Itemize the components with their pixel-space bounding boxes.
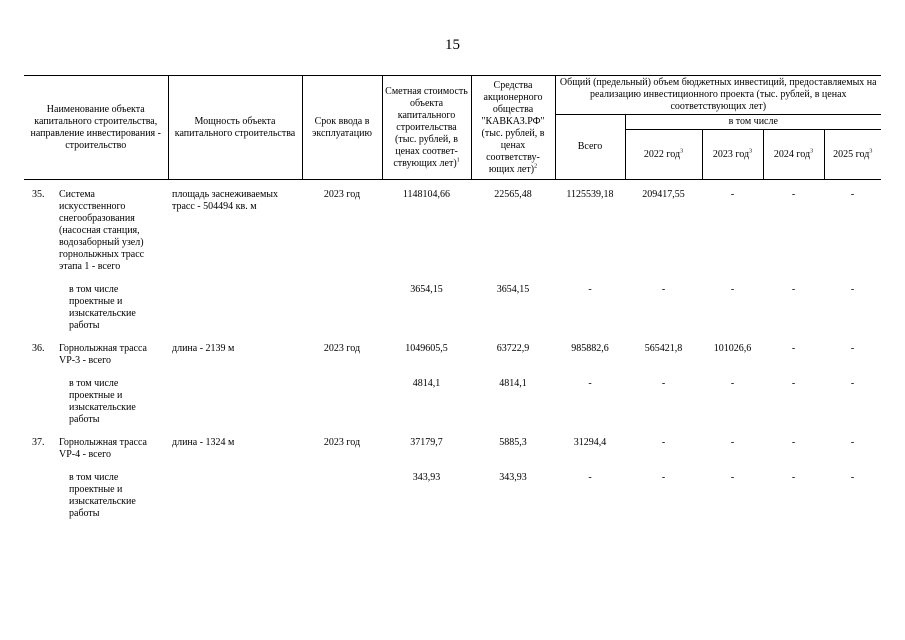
- row-funds: 5885,3: [499, 437, 527, 448]
- header-year-2025: 2025 год$^3$: [824, 130, 881, 180]
- subrow-2023: -: [730, 472, 735, 483]
- subrow-2024: -: [791, 472, 796, 483]
- header-year-2022: 2022 год$^3$: [625, 130, 702, 180]
- row-total: 31294,4: [573, 437, 607, 448]
- row-term: 2023 год: [323, 343, 361, 354]
- subrow-2024: -: [791, 284, 796, 295]
- table-row: [24, 343, 881, 367]
- page-number: 15: [445, 37, 460, 53]
- row-total: 1125539,18: [566, 189, 614, 200]
- subrow-cost: 4814,1: [412, 378, 441, 389]
- subrow-2022: -: [661, 378, 666, 389]
- subrow-2024: -: [791, 378, 796, 389]
- table-subrow: [24, 378, 881, 426]
- subrow-funds: 3654,15: [496, 284, 530, 295]
- header-company-funds: Средства акционерного общества "КАВКАЗ.РФ" (тыс. рублей, в ценах соответству-ющих лет)$^2$: [471, 76, 555, 180]
- row-2024: -: [791, 437, 796, 448]
- investment-table: [24, 75, 881, 520]
- subrow-2025: -: [850, 284, 855, 295]
- subrow-name: в том числе проектные и изыскательские работы: [69, 472, 136, 519]
- subrow-2025: -: [850, 472, 855, 483]
- row-object-name: Горнолыжная трасса VP-4 - всего: [59, 437, 147, 460]
- row-2024: -: [791, 343, 796, 354]
- subrow-total: -: [588, 284, 592, 295]
- header-estimated-cost: Сметная стоимость объекта капитального строительства (тыс. рублей, в ценах соответ-ствующих лет)$^1$: [382, 76, 471, 180]
- row-cost: 37179,7: [410, 437, 443, 448]
- row-2022: 209417,55: [642, 189, 685, 200]
- subrow-funds: 4814,1: [499, 378, 527, 389]
- row-number: 36.: [32, 343, 45, 354]
- subrow-2022: -: [661, 284, 666, 295]
- row-2023: 101026,6: [713, 343, 752, 354]
- row-2025: -: [850, 437, 855, 448]
- table-row: [24, 437, 881, 461]
- table-subrow: [24, 284, 881, 332]
- row-2025: -: [850, 343, 855, 354]
- row-2025: -: [850, 189, 855, 200]
- row-term: 2023 год: [323, 437, 361, 448]
- header-capacity: Мощность объекта капитального строительства: [168, 76, 302, 180]
- subrow-funds: 343,93: [499, 472, 527, 483]
- row-funds: 22565,48: [494, 189, 532, 200]
- header-object-name: Наименование объекта капитального строительства, направление инвестирования - строительство: [24, 76, 168, 180]
- row-capacity: длина - 2139 м: [172, 343, 235, 354]
- row-term: 2023 год: [323, 189, 361, 200]
- row-2024: -: [791, 189, 796, 200]
- subrow-total: -: [588, 472, 592, 483]
- row-2022: 565421,8: [644, 343, 683, 354]
- subrow-2023: -: [730, 378, 735, 389]
- row-object-name: Система искусственного снегообразования (насосная станция, водозаборный узел) горнолыжных трасс этапа 1 - всего: [59, 189, 145, 272]
- table-subrow: [24, 472, 881, 520]
- row-funds: 63722,9: [496, 343, 530, 354]
- row-2022: -: [661, 437, 666, 448]
- table-body: [24, 180, 881, 521]
- header-budget-investment: Общий (предельный) объем бюджетных инвестиций, предоставляемых на реализацию инвестиционного проекта (тыс. рублей, в ценах соответствующих лет): [555, 76, 881, 115]
- row-capacity: площадь заснеживаемых трасс - 504494 кв. м: [172, 189, 279, 212]
- subrow-2025: -: [850, 378, 855, 389]
- header-total: Всего: [555, 115, 625, 180]
- subrow-total: -: [588, 378, 592, 389]
- subrow-2023: -: [730, 284, 735, 295]
- subrow-cost: 343,93: [412, 472, 441, 483]
- row-number: 37.: [32, 437, 45, 448]
- table-row: [24, 189, 881, 273]
- row-capacity: длина - 1324 м: [172, 437, 235, 448]
- row-number: 35.: [32, 189, 45, 200]
- row-object-name: Горнолыжная трасса VP-3 - всего: [59, 343, 147, 366]
- header-year-2024: 2024 год$^3$: [763, 130, 824, 180]
- row-total: 985882,6: [571, 343, 609, 354]
- row-cost: 1148104,66: [402, 189, 451, 200]
- row-2023: -: [730, 189, 735, 200]
- header-including: в том числе: [625, 115, 881, 130]
- header-year-2023: 2023 год$^3$: [702, 130, 763, 180]
- table-header: [24, 76, 881, 180]
- row-2023: -: [730, 437, 735, 448]
- header-term: Срок ввода в эксплуатацию: [302, 76, 382, 180]
- subrow-name: в том числе проектные и изыскательские работы: [69, 378, 136, 425]
- subrow-2022: -: [661, 472, 666, 483]
- subrow-name: в том числе проектные и изыскательские работы: [69, 284, 136, 331]
- row-cost: 1049605,5: [405, 343, 448, 354]
- subrow-cost: 3654,15: [410, 284, 443, 295]
